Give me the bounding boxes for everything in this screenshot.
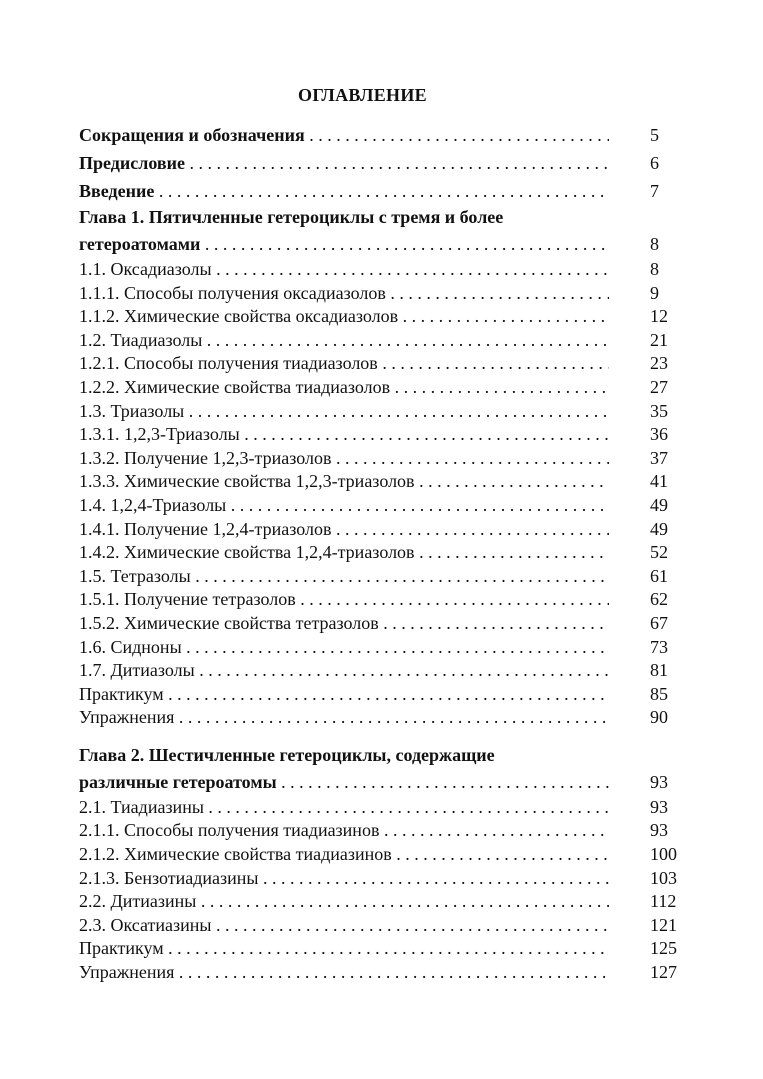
toc-entry[interactable] xyxy=(79,470,699,494)
toc-entry-title: 1.1.1. Способы получения оксадиазолов xyxy=(79,282,386,303)
page-title: ОГЛАВЛЕНИЕ xyxy=(298,85,427,105)
toc-entry-page: 8 xyxy=(650,234,659,254)
toc-entry-page: 90 xyxy=(650,707,668,728)
toc-entry-page: 41 xyxy=(650,471,668,492)
leader-dots xyxy=(226,495,609,515)
toc-entry[interactable] xyxy=(79,541,699,565)
leader-dots xyxy=(164,684,609,704)
toc-entry-title: Сокращения и обозначения xyxy=(79,125,305,145)
toc-entry-page: 81 xyxy=(650,660,668,681)
toc-entry[interactable] xyxy=(79,494,699,518)
toc-entry-title: Практикум xyxy=(79,938,164,959)
toc-entry-title: 1.3. Триазолы xyxy=(79,400,185,421)
toc-entry[interactable] xyxy=(79,937,699,961)
toc-entry[interactable] xyxy=(79,819,699,843)
leader-dots xyxy=(392,844,609,864)
toc-entry-page: 127 xyxy=(650,962,677,983)
chapter-1-heading-cont[interactable] xyxy=(79,230,699,258)
leader-dots xyxy=(332,448,610,468)
toc-entry-page: 93 xyxy=(650,820,668,841)
leader-dots xyxy=(390,377,609,397)
toc-entry-title: 1.4.2. Химические свойства 1,2,4-триазолов xyxy=(79,542,415,563)
toc-entry-page: 61 xyxy=(650,565,668,586)
toc-entry-page: 27 xyxy=(650,376,668,397)
toc-entry[interactable] xyxy=(79,518,699,542)
toc-entry-title: Предисловие xyxy=(79,153,185,173)
leader-dots xyxy=(174,962,609,982)
toc-entry-page: 12 xyxy=(650,306,668,327)
leader-dots xyxy=(196,891,609,911)
toc-entry-page: 112 xyxy=(650,891,677,912)
toc-entry-title: Упражнения xyxy=(79,962,175,983)
toc-entry-title: 1.4. 1,2,4-Триазолы xyxy=(79,494,227,515)
toc-entry-page: 49 xyxy=(650,494,668,515)
leader-dots xyxy=(258,868,609,888)
toc-entry-page: 67 xyxy=(650,612,668,633)
toc-entry[interactable] xyxy=(79,706,699,730)
chapter-2-heading[interactable] xyxy=(79,743,699,768)
leader-dots xyxy=(204,797,609,817)
toc-entry[interactable] xyxy=(79,149,699,177)
toc-entry-title: 1.5.1. Получение тетразолов xyxy=(79,589,296,610)
leader-dots xyxy=(415,542,609,562)
leader-dots xyxy=(164,938,609,958)
toc-entry-page: 52 xyxy=(650,542,668,563)
toc-entry-page: 36 xyxy=(650,424,668,445)
toc-entry[interactable] xyxy=(79,659,699,683)
toc-entry-title: 1.3.1. 1,2,3-Триазолы xyxy=(79,424,240,445)
toc-entry-title: 1.5.2. Химические свойства тетразолов xyxy=(79,612,379,633)
toc-entry[interactable] xyxy=(79,565,699,589)
toc-entry-page: 6 xyxy=(650,153,659,173)
toc-entry-title: 1.7. Дитиазолы xyxy=(79,660,195,681)
leader-dots xyxy=(398,306,609,326)
toc-entry[interactable] xyxy=(79,961,699,985)
toc-entry-title: 1.6. Сидноны xyxy=(79,636,182,657)
toc-entry[interactable] xyxy=(79,890,699,914)
toc-entry-title: 2.1.3. Бензотиадиазины xyxy=(79,867,259,888)
toc-entry-title: Упражнения xyxy=(79,707,175,728)
toc-entry-title: Практикум xyxy=(79,683,164,704)
toc-entry[interactable] xyxy=(79,258,699,282)
leader-dots xyxy=(202,330,609,350)
leader-dots xyxy=(332,519,610,539)
toc-entry[interactable] xyxy=(79,796,699,820)
leader-dots xyxy=(185,153,609,173)
toc-entry-title: 1.3.2. Получение 1,2,3-триазолов xyxy=(79,447,332,468)
leader-dots xyxy=(182,637,609,657)
toc-entry-title: Введение xyxy=(79,181,155,201)
toc-entry[interactable] xyxy=(79,843,699,867)
chapter-heading-line: Глава 2. Шестичленные гетероциклы, содержащие xyxy=(79,744,495,765)
toc-entry[interactable] xyxy=(79,683,699,707)
leader-dots xyxy=(240,424,609,444)
toc-entry-title: 2.3. Оксатиазины xyxy=(79,914,212,935)
leader-dots xyxy=(296,589,609,609)
toc-entry[interactable] xyxy=(79,423,699,447)
toc-entry[interactable] xyxy=(79,121,699,149)
leader-dots xyxy=(415,471,609,491)
table-of-contents xyxy=(79,121,699,985)
toc-entry-page: 7 xyxy=(650,181,659,201)
toc-entry-title: 1.4.1. Получение 1,2,4-триазолов xyxy=(79,518,332,539)
leader-dots xyxy=(200,234,609,254)
toc-entry[interactable] xyxy=(79,588,699,612)
toc-entry-title: 1.2. Тиадиазолы xyxy=(79,329,203,350)
toc-entry-page: 8 xyxy=(650,259,659,279)
toc-entry[interactable] xyxy=(79,867,699,891)
toc-entry[interactable] xyxy=(79,352,699,376)
toc-entry[interactable] xyxy=(79,612,699,636)
leader-dots xyxy=(184,401,609,421)
toc-entry-page: 85 xyxy=(650,683,668,704)
chapter-heading-line: гетероатомами xyxy=(79,234,201,254)
toc-entry-page: 103 xyxy=(650,867,677,888)
leader-dots xyxy=(305,125,609,145)
toc-entry-page: 125 xyxy=(650,938,677,959)
toc-entry-page: 93 xyxy=(650,771,668,792)
leader-dots xyxy=(277,772,609,792)
leader-dots xyxy=(212,915,610,935)
toc-entry-title: 1.1.2. Химические свойства оксадиазолов xyxy=(79,306,399,327)
leader-dots xyxy=(378,353,609,373)
leader-dots xyxy=(379,820,609,840)
toc-entry-page: 121 xyxy=(650,914,677,935)
chapter-1-heading[interactable] xyxy=(79,205,699,230)
toc-entry-title: 2.1.2. Химические свойства тиадиазинов xyxy=(79,844,392,865)
chapter-heading-line: различные гетероатомы xyxy=(79,771,277,792)
toc-entry-page: 93 xyxy=(650,796,668,817)
chapter-2-heading-cont[interactable] xyxy=(79,768,699,796)
toc-entry-title: 1.5. Тетразолы xyxy=(79,565,191,586)
toc-entry-page: 62 xyxy=(650,589,668,610)
toc-entry[interactable] xyxy=(79,329,699,353)
toc-entry-title: 2.2. Дитиазины xyxy=(79,891,197,912)
toc-entry-title: 1.3.3. Химические свойства 1,2,3-триазолов xyxy=(79,471,415,492)
toc-entry-page: 9 xyxy=(650,282,659,303)
toc-entry[interactable] xyxy=(79,447,699,471)
leader-dots xyxy=(195,660,609,680)
toc-entry[interactable] xyxy=(79,305,699,329)
toc-entry-page: 23 xyxy=(650,353,668,374)
chapter-heading-line: Глава 1. Пятичленные гетероциклы с тремя и более xyxy=(79,207,504,227)
toc-entry-title: 2.1. Тиадиазины xyxy=(79,796,204,817)
toc-entry-page: 49 xyxy=(650,518,668,539)
chapter-2-entries xyxy=(79,796,699,985)
toc-entry[interactable] xyxy=(79,914,699,938)
toc-entry[interactable] xyxy=(79,636,699,660)
toc-entry-page: 35 xyxy=(650,400,668,421)
toc-entry[interactable] xyxy=(79,177,699,205)
leader-dots xyxy=(154,181,609,201)
toc-entry-title: 1.1. Оксадиазолы xyxy=(79,259,212,279)
toc-entry-title: 1.2.2. Химические свойства тиадиазолов xyxy=(79,376,391,397)
toc-entry-page: 100 xyxy=(650,844,677,865)
toc-entry-page: 37 xyxy=(650,447,668,468)
toc-entry-page: 21 xyxy=(650,329,668,350)
toc-entry[interactable] xyxy=(79,400,699,424)
leader-dots xyxy=(386,283,609,303)
toc-entry-title: 2.1.1. Способы получения тиадиазинов xyxy=(79,820,380,841)
toc-entry-page: 5 xyxy=(650,125,659,145)
leader-dots xyxy=(191,566,609,586)
leader-dots xyxy=(212,259,609,279)
toc-entry[interactable] xyxy=(79,282,699,306)
toc-entry-page: 73 xyxy=(650,636,668,657)
chapter-1-entries xyxy=(79,258,699,730)
leader-dots xyxy=(379,613,609,633)
toc-entry-title: 1.2.1. Способы получения тиадиазолов xyxy=(79,353,378,374)
leader-dots xyxy=(174,707,609,727)
toc-entry[interactable] xyxy=(79,376,699,400)
